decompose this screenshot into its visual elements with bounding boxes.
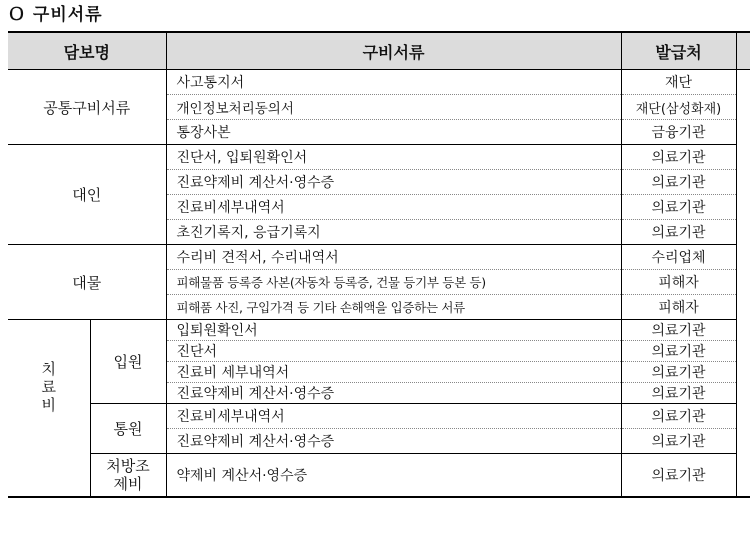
table-row (8, 245, 750, 270)
issuer: 피해자 (621, 295, 736, 320)
subgroup-inpatient: 입원 (90, 320, 166, 404)
table-header-row (8, 32, 750, 70)
document-name: 피해품 사진, 구입가격 등 기타 손해액을 입증하는 서류 (166, 295, 621, 320)
table-row (8, 145, 750, 170)
group-personal: 대인 (8, 145, 166, 245)
issuer: 의료기관 (621, 320, 736, 341)
header-required-docs: 구비서류 (166, 32, 621, 70)
document-name: 사고통지서 (166, 70, 621, 95)
header-coverage-name: 담보명 (8, 32, 166, 70)
document-name: 피해물품 등록증 사본(자동차 등록증, 건물 등기부 등본 등) (166, 270, 621, 295)
document-name: 진료약제비 계산서·영수증 (166, 383, 621, 404)
required-documents-table (8, 31, 750, 498)
group-common: 공통구비서류 (8, 70, 166, 145)
table-row (8, 454, 750, 498)
document-name: 수리비 견적서, 수리내역서 (166, 245, 621, 270)
document-name: 진료약제비 계산서·영수증 (166, 170, 621, 195)
issuer: 재단 (621, 70, 736, 95)
group-treatment-label: 치료비 (41, 360, 56, 414)
subgroup-prescription (90, 454, 166, 498)
issuer: 의료기관 (621, 341, 736, 362)
group-treatment (8, 320, 90, 498)
issuer: 피해자 (621, 270, 736, 295)
subgroup-outpatient: 통원 (90, 404, 166, 454)
document-name: 진료비세부내역서 (166, 404, 621, 429)
document-name: 초진기록지, 응급기록지 (166, 220, 621, 245)
document-name: 개인정보처리동의서 (166, 95, 621, 120)
issuer: 수리업체 (621, 245, 736, 270)
document-name: 입퇴원확인서 (166, 320, 621, 341)
group-property: 대물 (8, 245, 166, 320)
document-name: 통장사본 (166, 120, 621, 145)
header-extra-column (736, 32, 750, 70)
issuer: 재단(삼성화재) (621, 95, 736, 120)
document-name: 진단서, 입퇴원확인서 (166, 145, 621, 170)
issuer: 의료기관 (621, 220, 736, 245)
table-row (8, 320, 750, 341)
issuer: 의료기관 (621, 404, 736, 429)
issuer: 의료기관 (621, 145, 736, 170)
issuer: 금융기관 (621, 120, 736, 145)
issuer: 의료기관 (621, 362, 736, 383)
document-name: 약제비 계산서·영수증 (166, 454, 621, 498)
issuer: 의료기관 (621, 383, 736, 404)
document-name: 진료약제비 계산서·영수증 (166, 429, 621, 454)
extra-column-cell (736, 70, 750, 498)
table-row (8, 70, 750, 95)
document-name: 진단서 (166, 341, 621, 362)
header-issuer: 발급처 (621, 32, 736, 70)
section-heading: Ｏ 구비서류 (8, 5, 103, 25)
document-name: 진료비 세부내역서 (166, 362, 621, 383)
table-row (8, 404, 750, 429)
issuer: 의료기관 (621, 195, 736, 220)
issuer: 의료기관 (621, 454, 736, 498)
issuer: 의료기관 (621, 170, 736, 195)
subgroup-prescription-label: 처방조제비 (106, 457, 150, 493)
document-name: 진료비세부내역서 (166, 195, 621, 220)
issuer: 의료기관 (621, 429, 736, 454)
